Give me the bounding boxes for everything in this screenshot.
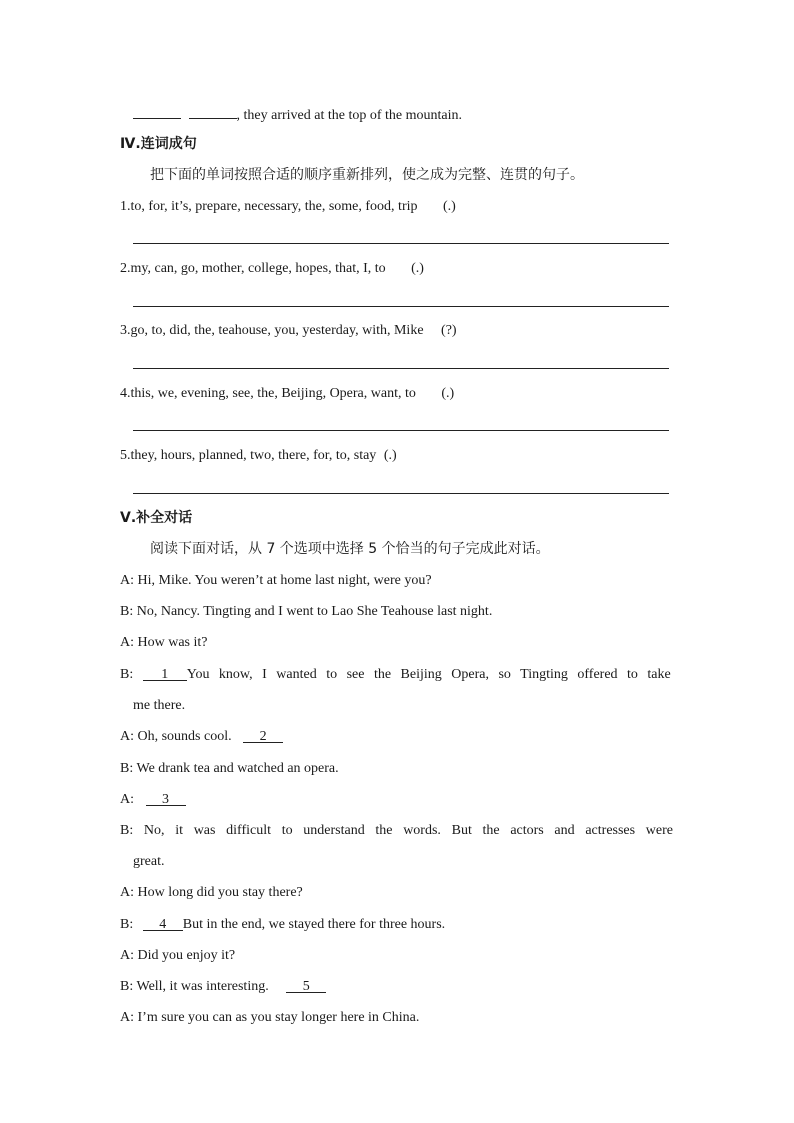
reorder-words: 2.my, can, go, mother, college, hopes, that, I, to: [120, 261, 386, 276]
answer-line-4[interactable]: [133, 430, 669, 431]
section-5-instruction: 阅读下面对话，从 7 个选项中选择 5 个恰当的句子完成此对话。: [150, 541, 550, 557]
reorder-words: 5.they, hours, planned, two, there, for, to, stay: [120, 448, 377, 463]
dialogue-text: You know, I wanted to see the Beijing Opera, so Tingting offered to take: [186, 667, 671, 682]
dialogue-text: But in the end, we stayed there for three hours.: [182, 917, 446, 932]
reorder-punctuation: (.): [443, 199, 456, 214]
reorder-words: 3.go, to, did, the, teahouse, you, yesterday, with, Mike: [120, 323, 424, 338]
reorder-words: 1.to, for, it’s, prepare, necessary, the, some, food, trip: [120, 199, 418, 214]
reorder-item-4: [120, 385, 454, 403]
reorder-punctuation: (.): [411, 261, 424, 276]
reorder-words: 4.this, we, evening, see, the, Beijing, Opera, want, to: [120, 386, 416, 401]
speaker-label: B:: [120, 667, 134, 682]
dialogue-line-with-blank-3: [120, 791, 186, 809]
answer-line-1[interactable]: [133, 243, 669, 244]
dialogue-line-with-blank-4: [120, 916, 445, 934]
reorder-item-2: [120, 260, 424, 278]
dialogue-line-with-blank-2: [120, 728, 283, 746]
reorder-item-1: [120, 198, 456, 216]
dialogue-line: B: No, Nancy. Tingting and I went to Lao She Teahouse last night.: [120, 604, 493, 619]
dialogue-blank-1[interactable]: 1: [143, 666, 187, 681]
dialogue-line: B: We drank tea and watched an opera.: [120, 761, 339, 776]
reorder-item-3: [120, 322, 457, 340]
answer-blank[interactable]: [189, 104, 237, 119]
dialogue-line: A: Did you enjoy it?: [120, 948, 236, 963]
dialogue-line-with-blank-5: [120, 978, 326, 996]
answer-blank[interactable]: [133, 104, 181, 119]
dialogue-line: A: How was it?: [120, 635, 208, 650]
answer-line-2[interactable]: [133, 306, 669, 307]
answer-line-3[interactable]: [133, 368, 669, 369]
previous-exercise-line: [133, 104, 462, 125]
dialogue-continuation: great.: [133, 854, 165, 869]
dialogue-blank-2[interactable]: 2: [243, 728, 283, 743]
section-5-heading: Ⅴ.补全对话: [120, 510, 193, 526]
answer-line-5[interactable]: [133, 493, 669, 494]
section-4-heading: Ⅳ.连词成句: [120, 136, 197, 152]
reorder-item-5: [120, 447, 397, 465]
speaker-label: A:: [120, 792, 134, 807]
speaker-label: B:: [120, 917, 134, 932]
section-4-instruction: 把下面的单词按照合适的顺序重新排列，使之成为完整、连贯的句子。: [150, 167, 584, 183]
dialogue-blank-5[interactable]: 5: [286, 978, 326, 993]
previous-exercise-text: , they arrived at the top of the mountain.: [236, 108, 462, 123]
dialogue-blank-3[interactable]: 3: [146, 791, 186, 806]
dialogue-blank-4[interactable]: 4: [143, 916, 183, 931]
dialogue-line: A: How long did you stay there?: [120, 885, 303, 900]
reorder-punctuation: (.): [383, 448, 397, 463]
dialogue-line: A: I’m sure you can as you stay longer here in China.: [120, 1010, 420, 1025]
dialogue-text: B: Well, it was interesting.: [120, 979, 269, 994]
dialogue-line-with-blank-1: [120, 666, 671, 684]
reorder-punctuation: (?): [441, 323, 457, 338]
dialogue-line: A: Hi, Mike. You weren’t at home last night, were you?: [120, 573, 432, 588]
dialogue-text: A: Oh, sounds cool.: [120, 729, 232, 744]
reorder-punctuation: (.): [441, 386, 455, 401]
dialogue-continuation: me there.: [133, 698, 186, 713]
dialogue-line: B: No, it was difficult to understand the words. But the actors and actresses were: [120, 823, 673, 838]
